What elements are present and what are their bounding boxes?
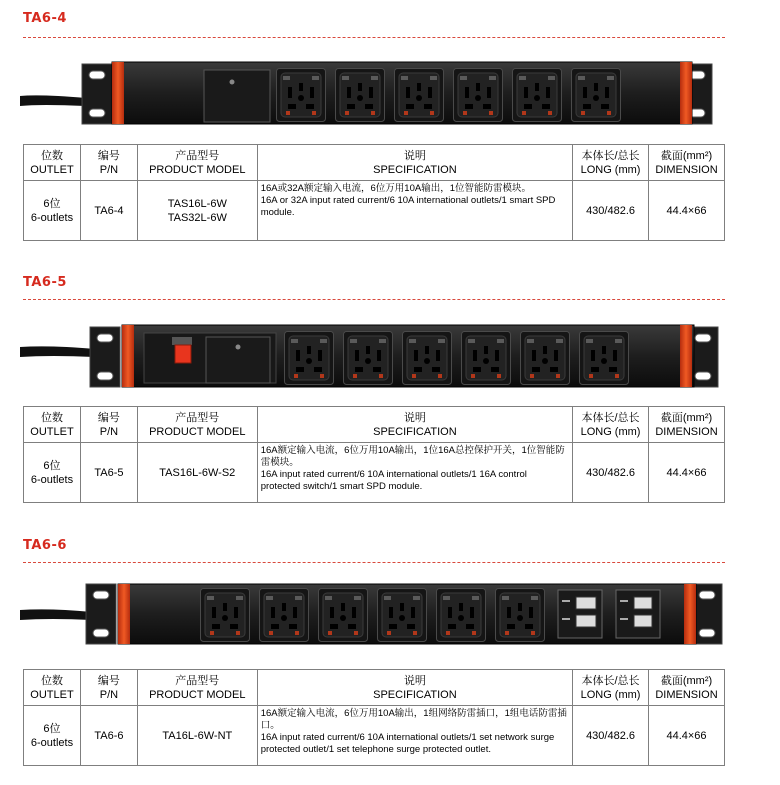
- spec-cn: 16A额定输入电流，6位万用10A输出，1组网络防雷插口，1组电话防雷插口。: [260, 708, 567, 731]
- header-pn-cn: 编号: [97, 411, 120, 424]
- header-long-cn: 本体长/总长: [581, 149, 640, 162]
- model-line1: TAS16L-6W-S2: [159, 466, 236, 479]
- table-row: [24, 706, 725, 766]
- model-line2: TAS32L-6W: [167, 211, 227, 224]
- header-pn-en: P/N: [99, 425, 119, 438]
- header-spec-en: SPECIFICATION: [373, 425, 457, 438]
- product-title: TA6-5: [23, 275, 67, 290]
- model-line1: TA16L-6W-NT: [162, 729, 233, 742]
- header-pn-en: P/N: [99, 688, 119, 701]
- part-number: TA6-5: [80, 443, 137, 503]
- spec-cn: 16A或32A额定输入电流，6位万用10A输出，1位智能防雷模块。: [260, 183, 531, 194]
- outlet-count-cn: 6位: [43, 197, 61, 210]
- section-divider: [23, 562, 725, 563]
- header-dim-cn: 截面(mm²): [660, 674, 713, 687]
- outlet-count-en: 6-outlets: [30, 211, 74, 224]
- header-model-cn: 产品型号: [175, 411, 220, 424]
- long-value: 430/482.6: [573, 181, 649, 241]
- header-dim-cn: 截面(mm²): [660, 411, 713, 424]
- spec-en: 16A input rated current/6 10A international outlets/1 set network surge protected outlet/1 set telephone surge protected outlet.: [260, 732, 555, 755]
- pdu-product-image: [20, 58, 730, 128]
- table-row: [24, 181, 725, 241]
- header-dim-en: DIMENSION: [655, 688, 718, 701]
- header-pn-cn: 编号: [97, 149, 120, 162]
- header-outlet-en: OUTLET: [30, 163, 74, 176]
- header-dim-en: DIMENSION: [655, 163, 718, 176]
- header-long-cn: 本体长/总长: [581, 411, 640, 424]
- outlet-count-cn: 6位: [43, 459, 61, 472]
- spec-en: 16A input rated current/6 10A international outlets/1 16A control protected switch/1 smart SPD module.: [260, 469, 527, 492]
- header-model-en: PRODUCT MODEL: [149, 688, 246, 701]
- dimension-value: 44.4×66: [649, 443, 725, 503]
- outlet-count-cn: 6位: [43, 722, 61, 735]
- outlet-count-en: 6-outlets: [30, 473, 74, 486]
- section-divider: [23, 37, 725, 38]
- header-pn-cn: 编号: [97, 674, 120, 687]
- pdu-product-image: [20, 321, 730, 391]
- long-value: 430/482.6: [573, 706, 649, 766]
- header-outlet-cn: 位数: [40, 411, 63, 424]
- part-number: TA6-4: [80, 181, 137, 241]
- header-model-cn: 产品型号: [175, 674, 220, 687]
- header-pn-en: P/N: [99, 163, 119, 176]
- header-model-en: PRODUCT MODEL: [149, 163, 246, 176]
- header-spec-cn: 说明: [403, 674, 426, 687]
- long-value: 430/482.6: [573, 443, 649, 503]
- header-spec-cn: 说明: [403, 149, 426, 162]
- part-number: TA6-6: [80, 706, 137, 766]
- header-outlet-en: OUTLET: [30, 688, 74, 701]
- pdu-product-image: [20, 580, 730, 648]
- spec-en: 16A or 32A input rated current/6 10A international outlets/1 smart SPD module.: [260, 195, 556, 218]
- header-long-en: LONG (mm): [580, 163, 641, 176]
- header-dim-cn: 截面(mm²): [660, 149, 713, 162]
- header-model-cn: 产品型号: [175, 149, 220, 162]
- model-line1: TAS16L-6W: [167, 197, 227, 210]
- header-long-en: LONG (mm): [580, 688, 641, 701]
- product-title: TA6-6: [23, 538, 67, 553]
- header-spec-en: SPECIFICATION: [373, 163, 457, 176]
- spec-table: [23, 144, 725, 241]
- header-model-en: PRODUCT MODEL: [149, 425, 246, 438]
- section-divider: [23, 299, 725, 300]
- header-outlet-cn: 位数: [40, 149, 63, 162]
- product-title: TA6-4: [23, 11, 67, 26]
- header-long-en: LONG (mm): [580, 425, 641, 438]
- spec-table: [23, 669, 725, 766]
- dimension-value: 44.4×66: [649, 181, 725, 241]
- table-row: [24, 443, 725, 503]
- header-outlet-cn: 位数: [40, 674, 63, 687]
- header-dim-en: DIMENSION: [655, 425, 718, 438]
- spec-table: [23, 406, 725, 503]
- dimension-value: 44.4×66: [649, 706, 725, 766]
- header-outlet-en: OUTLET: [30, 425, 74, 438]
- header-spec-cn: 说明: [403, 411, 426, 424]
- header-long-cn: 本体长/总长: [581, 674, 640, 687]
- outlet-count-en: 6-outlets: [30, 736, 74, 749]
- spec-cn: 16A额定输入电流，6位万用10A输出，1位16A总控保护开关，1位智能防雷模块。: [260, 445, 565, 468]
- header-spec-en: SPECIFICATION: [373, 688, 457, 701]
